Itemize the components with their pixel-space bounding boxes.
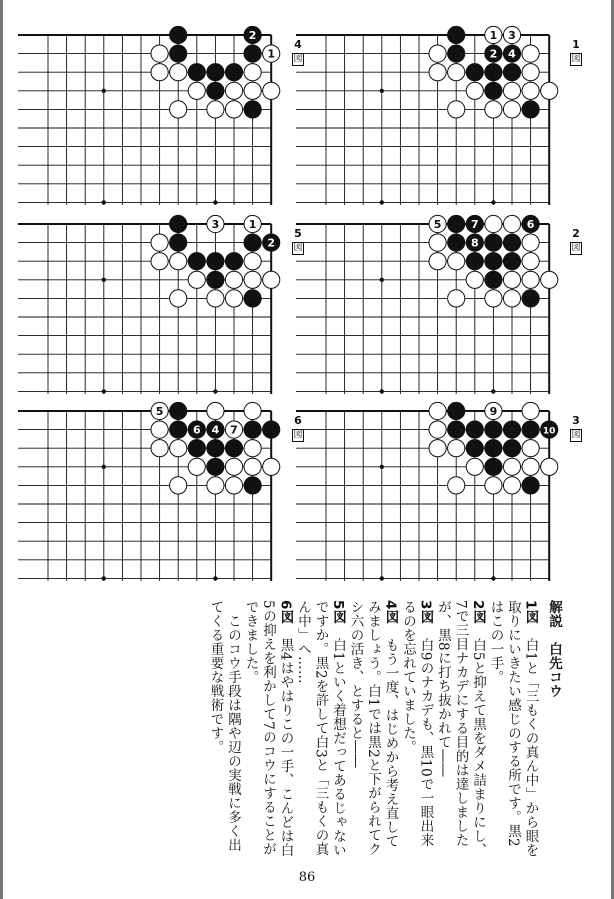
white-stone <box>170 440 187 457</box>
white-stone <box>188 271 205 288</box>
hoshi-point <box>380 200 384 204</box>
black-stone <box>466 253 483 270</box>
move-number: 8 <box>470 236 479 250</box>
white-stone <box>244 215 261 232</box>
black-stone <box>244 234 261 251</box>
hoshi-point <box>491 576 495 580</box>
black-stone <box>207 253 224 270</box>
black-stone <box>207 421 224 438</box>
white-stone <box>151 234 168 251</box>
white-stone <box>151 45 168 62</box>
figure-number: 1 <box>572 38 580 51</box>
hoshi-point <box>491 389 495 393</box>
black-stone <box>485 82 502 99</box>
white-stone <box>263 82 280 99</box>
white-stone <box>170 253 187 270</box>
white-stone <box>244 402 261 419</box>
black-stone <box>207 64 224 81</box>
move-number: 1 <box>267 47 276 61</box>
white-stone <box>225 421 242 438</box>
black-stone <box>485 253 502 270</box>
black-stone <box>170 215 187 232</box>
paragraph-text: 白5と抑えて黒をダメ詰まりにし、7で三目ナカデにする目的は達しましたが、黒8に打ち抜かれて―― <box>435 600 486 857</box>
white-stone <box>429 421 446 438</box>
white-stone <box>263 45 280 62</box>
figure-kanji: 図 <box>293 430 303 440</box>
figure-kanji: 図 <box>293 243 303 253</box>
white-stone <box>429 234 446 251</box>
white-stone <box>522 64 539 81</box>
white-stone <box>485 215 502 232</box>
white-stone <box>429 215 446 232</box>
figure-kanji: 図 <box>293 54 303 64</box>
white-stone <box>541 458 558 475</box>
move-number: 9 <box>489 404 498 418</box>
white-stone <box>448 253 465 270</box>
move-number: 6 <box>192 423 201 437</box>
figure-number: 6 <box>294 414 302 427</box>
black-stone <box>448 402 465 419</box>
white-stone <box>448 290 465 307</box>
black-stone <box>485 440 502 457</box>
hoshi-point <box>380 465 384 469</box>
black-stone <box>207 440 224 457</box>
hoshi-point <box>380 278 384 282</box>
white-stone <box>225 458 242 475</box>
white-stone <box>263 271 280 288</box>
black-stone <box>485 45 502 62</box>
black-stone <box>225 64 242 81</box>
hoshi-point <box>102 465 106 469</box>
white-stone <box>522 45 539 62</box>
black-stone <box>244 477 261 494</box>
black-stone <box>522 215 539 232</box>
white-stone <box>485 290 502 307</box>
white-stone <box>503 458 520 475</box>
move-number: 6 <box>526 217 535 231</box>
white-stone <box>522 234 539 251</box>
move-number: 3 <box>211 217 220 231</box>
move-number: 5 <box>155 404 164 418</box>
go-board <box>296 214 566 394</box>
black-stone <box>170 402 187 419</box>
figure-number: 5 <box>294 227 302 240</box>
commentary-paragraph <box>206 600 241 860</box>
black-stone <box>522 101 539 118</box>
black-stone <box>485 458 502 475</box>
black-stone <box>503 253 520 270</box>
white-stone <box>485 402 502 419</box>
black-stone <box>207 271 224 288</box>
black-stone <box>188 253 205 270</box>
figure-number: 4 <box>294 38 302 51</box>
figure-kanji: 図 <box>571 54 581 64</box>
paragraph-text: 黒4はやはりこの一手、こんどは白5の抑えを利かして7のコウにすることができました。 <box>242 600 294 857</box>
black-stone <box>485 234 502 251</box>
white-stone <box>522 440 539 457</box>
white-stone <box>466 271 483 288</box>
white-stone <box>207 402 224 419</box>
hoshi-point <box>491 200 495 204</box>
white-stone <box>522 82 539 99</box>
paragraph-text: 白9のナカデも、黒10で一眼出来るのを忘れていました。 <box>400 600 434 848</box>
move-number: 7 <box>230 423 238 437</box>
white-stone <box>263 458 280 475</box>
white-stone <box>522 402 539 419</box>
move-number: 2 <box>248 28 257 42</box>
figure-ref: 3図 <box>417 600 434 624</box>
white-stone <box>503 101 520 118</box>
white-stone <box>503 26 520 43</box>
move-number: 2 <box>489 47 498 61</box>
black-stone <box>522 290 539 307</box>
black-stone <box>485 271 502 288</box>
figure-ref: 6図 <box>277 600 294 624</box>
go-board <box>18 401 288 581</box>
black-stone <box>522 421 539 438</box>
go-board <box>296 25 566 205</box>
white-stone <box>503 290 520 307</box>
white-stone <box>448 64 465 81</box>
paragraph-text: 白1といく着想だってあるじゃないですか。黒2を許して白3と「三もくの真ん中」へ…… <box>295 600 346 857</box>
white-stone <box>151 421 168 438</box>
white-stone <box>188 458 205 475</box>
black-stone <box>170 421 187 438</box>
black-stone <box>244 26 261 43</box>
diagram-fig3 <box>296 401 566 581</box>
figure-label-fig2 <box>568 227 584 255</box>
black-stone <box>448 215 465 232</box>
move-number: 3 <box>508 28 516 42</box>
white-stone <box>485 101 502 118</box>
page-number: 86 <box>298 870 316 885</box>
black-stone <box>448 234 465 251</box>
hoshi-point <box>380 389 384 393</box>
white-stone <box>151 253 168 270</box>
figure-number: 3 <box>572 414 580 427</box>
commentary-heading: 解説 白先コウ <box>546 600 562 698</box>
white-stone <box>225 101 242 118</box>
figure-kanji: 図 <box>571 243 581 253</box>
move-number: 4 <box>508 47 516 61</box>
white-stone <box>244 271 261 288</box>
black-stone <box>466 421 483 438</box>
go-board <box>18 25 288 205</box>
white-stone <box>244 253 261 270</box>
black-stone <box>170 26 187 43</box>
white-stone <box>170 64 187 81</box>
black-stone <box>170 45 187 62</box>
white-stone <box>225 290 242 307</box>
black-stone <box>466 64 483 81</box>
go-board <box>18 214 288 394</box>
black-stone <box>466 234 483 251</box>
figure-kanji: 図 <box>571 430 581 440</box>
hoshi-point <box>102 200 106 204</box>
white-stone <box>244 64 261 81</box>
figure-label-fig3 <box>568 414 584 442</box>
black-stone <box>188 421 205 438</box>
paragraph-text: 白1と「三もくの真ん中」から眼を取りにいきたい感じのする所です。黒2はこの一手。 <box>487 600 539 857</box>
black-stone <box>448 421 465 438</box>
black-stone <box>485 64 502 81</box>
black-stone <box>448 26 465 43</box>
diagram-fig5 <box>18 214 288 394</box>
black-stone <box>188 440 205 457</box>
white-stone <box>448 477 465 494</box>
move-number: 5 <box>433 217 442 231</box>
white-stone <box>503 271 520 288</box>
hoshi-point <box>102 576 106 580</box>
black-stone <box>188 64 205 81</box>
go-board <box>296 401 566 581</box>
white-stone <box>188 82 205 99</box>
hoshi-point <box>102 389 106 393</box>
black-stone <box>225 440 242 457</box>
paragraph-text: もう一度、はじめから考え直してみましょう。白1では黒2と下がられてクシ六の活き、とすると―― <box>347 600 399 857</box>
white-stone <box>466 458 483 475</box>
hoshi-point <box>380 576 384 580</box>
black-stone <box>503 234 520 251</box>
black-stone <box>485 421 502 438</box>
white-stone <box>485 26 502 43</box>
commentary <box>206 600 562 860</box>
white-stone <box>429 402 446 419</box>
move-number: 4 <box>211 423 220 437</box>
black-stone <box>522 477 539 494</box>
white-stone <box>522 271 539 288</box>
white-stone <box>429 64 446 81</box>
hoshi-point <box>213 389 217 393</box>
white-stone <box>207 290 224 307</box>
black-stone <box>541 421 558 438</box>
move-number: 7 <box>470 217 479 231</box>
white-stone <box>207 215 224 232</box>
black-stone <box>244 421 261 438</box>
hoshi-point <box>213 576 217 580</box>
figure-ref: 2図 <box>470 600 486 624</box>
black-stone <box>225 253 242 270</box>
figure-label-fig1 <box>568 38 584 66</box>
black-stone <box>503 45 520 62</box>
white-stone <box>244 440 261 457</box>
white-stone <box>170 477 187 494</box>
white-stone <box>541 271 558 288</box>
white-stone <box>225 271 242 288</box>
black-stone <box>244 101 261 118</box>
white-stone <box>244 82 261 99</box>
black-stone <box>263 421 280 438</box>
white-stone <box>466 82 483 99</box>
white-stone <box>429 253 446 270</box>
black-stone <box>466 215 483 232</box>
move-number: 10 <box>542 426 556 437</box>
move-number: 2 <box>267 236 276 250</box>
black-stone <box>170 234 187 251</box>
white-stone <box>503 215 520 232</box>
white-stone <box>429 440 446 457</box>
white-stone <box>503 477 520 494</box>
white-stone <box>151 402 168 419</box>
white-stone <box>207 477 224 494</box>
commentary-paragraph <box>346 600 399 860</box>
commentary-paragraph <box>486 600 539 860</box>
commentary-paragraph <box>294 600 347 860</box>
hoshi-point <box>380 89 384 93</box>
board-grid <box>18 224 271 394</box>
move-number: 1 <box>489 28 498 42</box>
white-stone <box>244 458 261 475</box>
black-stone <box>207 458 224 475</box>
hoshi-point <box>102 89 106 93</box>
white-stone <box>151 64 168 81</box>
white-stone <box>503 82 520 99</box>
diagram-fig6 <box>18 401 288 581</box>
black-stone <box>244 45 261 62</box>
black-stone <box>263 234 280 251</box>
hoshi-point <box>102 278 106 282</box>
white-stone <box>151 440 168 457</box>
diagram-fig1 <box>296 25 566 205</box>
white-stone <box>207 101 224 118</box>
black-stone <box>207 82 224 99</box>
board-grid <box>18 35 271 205</box>
white-stone <box>225 82 242 99</box>
black-stone <box>466 440 483 457</box>
hoshi-point <box>213 200 217 204</box>
figure-ref: 4図 <box>382 600 399 624</box>
figure-ref: 1図 <box>522 600 539 624</box>
black-stone <box>448 45 465 62</box>
figure-ref: 5図 <box>330 600 346 624</box>
white-stone <box>225 477 242 494</box>
commentary-paragraph <box>241 600 294 860</box>
white-stone <box>485 477 502 494</box>
paragraph-text: このコウ手段は隅や辺の実戦に多く出てくる重要な戦術です。 <box>207 600 241 852</box>
black-stone <box>503 64 520 81</box>
white-stone <box>522 458 539 475</box>
black-stone <box>503 440 520 457</box>
move-number: 1 <box>248 217 257 231</box>
white-stone <box>541 82 558 99</box>
white-stone <box>522 253 539 270</box>
page-edge-left <box>0 0 3 899</box>
white-stone <box>448 440 465 457</box>
diagram-fig2 <box>296 214 566 394</box>
figure-number: 2 <box>572 227 580 240</box>
commentary-paragraph <box>434 600 487 860</box>
diagram-fig4 <box>18 25 288 205</box>
white-stone <box>170 101 187 118</box>
black-stone <box>244 290 261 307</box>
white-stone <box>170 290 187 307</box>
white-stone <box>448 101 465 118</box>
white-stone <box>429 45 446 62</box>
black-stone <box>503 421 520 438</box>
commentary-paragraph <box>399 600 434 860</box>
